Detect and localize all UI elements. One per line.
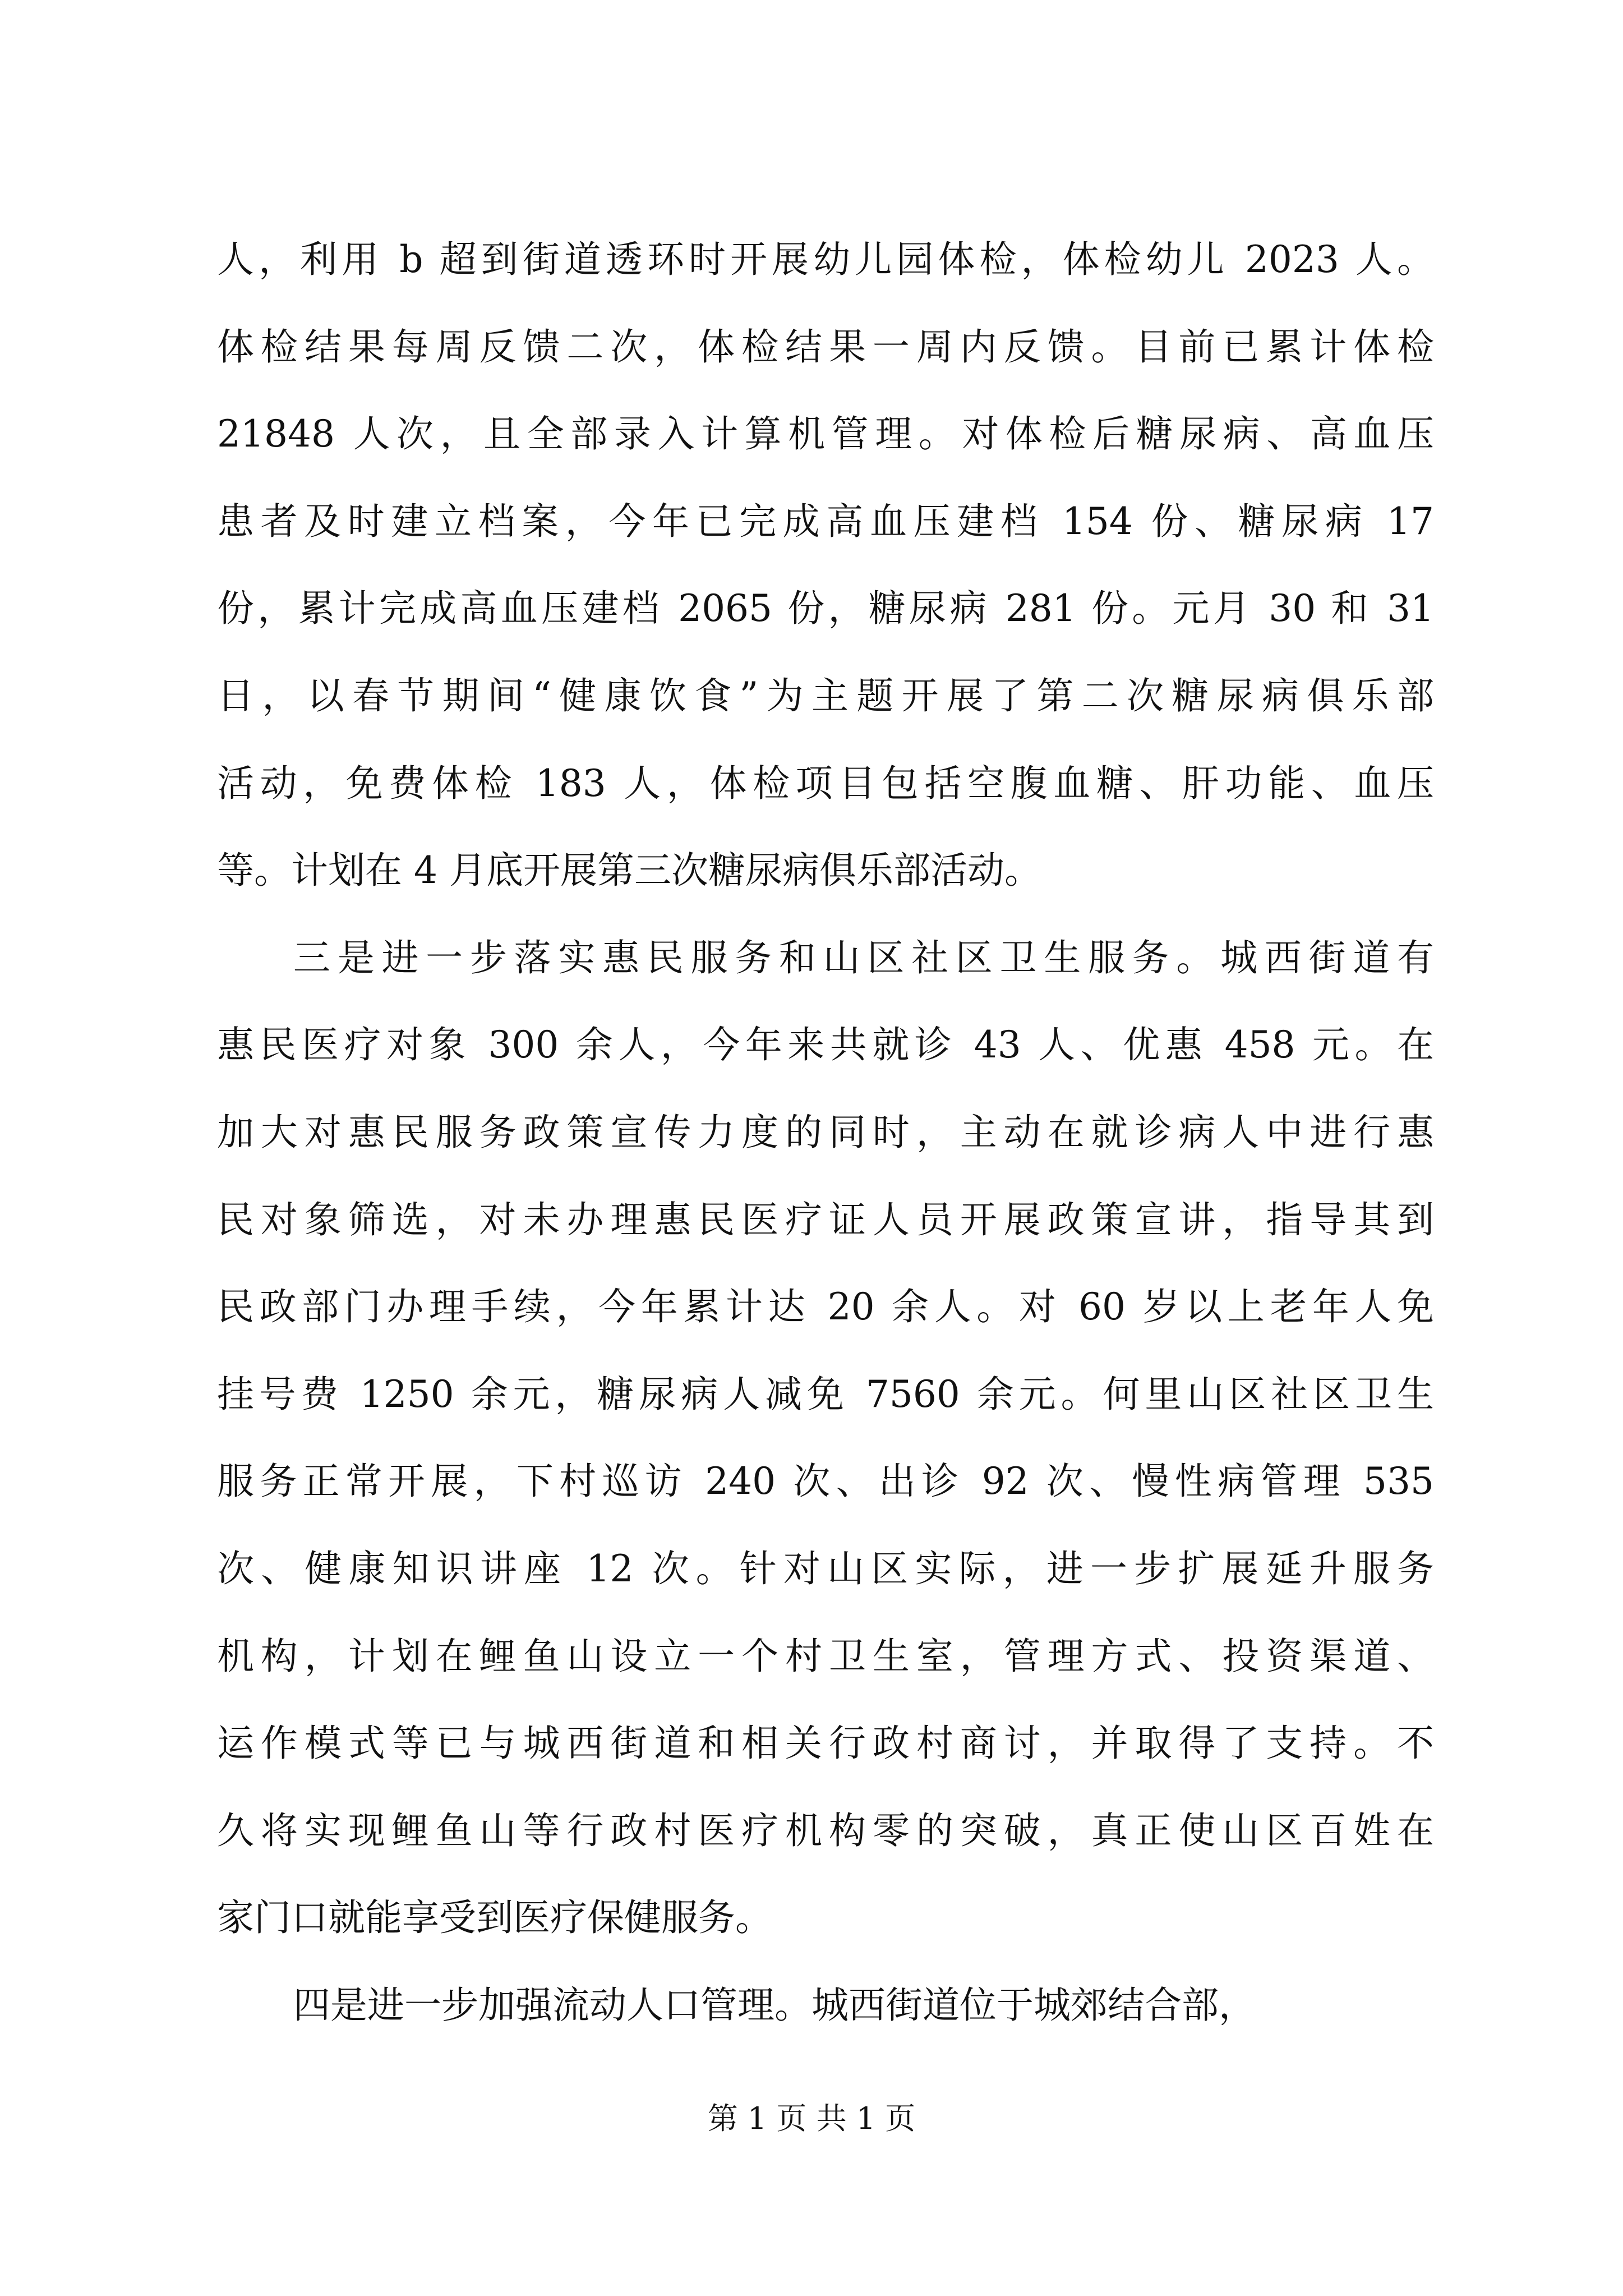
text-line: 21848 人次，且全部录入计算机管理。对体检后糖尿病、高血压 — [217, 412, 1434, 456]
document-body — [217, 216, 1434, 2049]
text-line: 民政部门办理手续，今年累计达 20 余人。对 60 岁以上老年人免 — [217, 1285, 1434, 1329]
text-line: 患者及时建立档案，今年已完成高血压建档 154 份、糖尿病 17 — [217, 499, 1434, 543]
text-line: 民对象筛选，对未办理惠民医疗证人员开展政策宣讲，指导其到 — [217, 1198, 1434, 1241]
text-line: 久将实现鲤鱼山等行政村医疗机构零的突破，真正使山区百姓在 — [217, 1809, 1434, 1852]
text-line: 三是进一步落实惠民服务和山区社区卫生服务。城西街道有 — [293, 936, 1434, 979]
text-line: 体检结果每周反馈二次，体检结果一周内反馈。目前已累计体检 — [217, 325, 1434, 369]
text-line: 活动，免费体检 183 人，体检项目包括空腹血糖、肝功能、血压 — [217, 761, 1434, 805]
text-line: 惠民医疗对象 300 余人，今年来共就诊 43 人、优惠 458 元。在 — [217, 1023, 1434, 1067]
text-line: 家门口就能享受到医疗保健服务。 — [217, 1896, 772, 1940]
text-line: 日，以春节期间“健康饮食”为主题开展了第二次糖尿病俱乐部 — [217, 674, 1434, 717]
text-line: 等。计划在 4 月底开展第三次糖尿病俱乐部活动。 — [217, 849, 1041, 892]
text-line: 运作模式等已与城西街道和相关行政村商讨，并取得了支持。不 — [217, 1722, 1434, 1765]
paragraph-3 — [217, 1962, 1434, 2049]
text-line: 挂号费 1250 余元，糖尿病人减免 7560 余元。何里山区社区卫生 — [217, 1372, 1434, 1416]
page-footer: 第 1 页 共 1 页 — [707, 2101, 916, 2136]
text-line: 服务正常开展，下村巡访 240 次、出诊 92 次、慢性病管理 535 — [217, 1460, 1434, 1503]
text-line: 四是进一步加强流动人口管理。城西街道位于城郊结合部， — [293, 1983, 1256, 2027]
text-line: 机构，计划在鲤鱼山设立一个村卫生室，管理方式、投资渠道、 — [217, 1634, 1434, 1678]
paragraph-1 — [217, 216, 1434, 914]
text-line: 份，累计完成高血压建档 2065 份，糖尿病 281 份。元月 30 和 31 — [217, 587, 1434, 631]
text-line: 加大对惠民服务政策宣传力度的同时，主动在就诊病人中进行惠 — [217, 1110, 1434, 1154]
paragraph-2 — [217, 914, 1434, 1962]
text-line: 人，利用 b 超到街道透环时开展幼儿园体检，体检幼儿 2023 人。 — [217, 238, 1434, 281]
text-line: 次、健康知识讲座 12 次。针对山区实际，进一步扩展延升服务 — [217, 1547, 1434, 1590]
